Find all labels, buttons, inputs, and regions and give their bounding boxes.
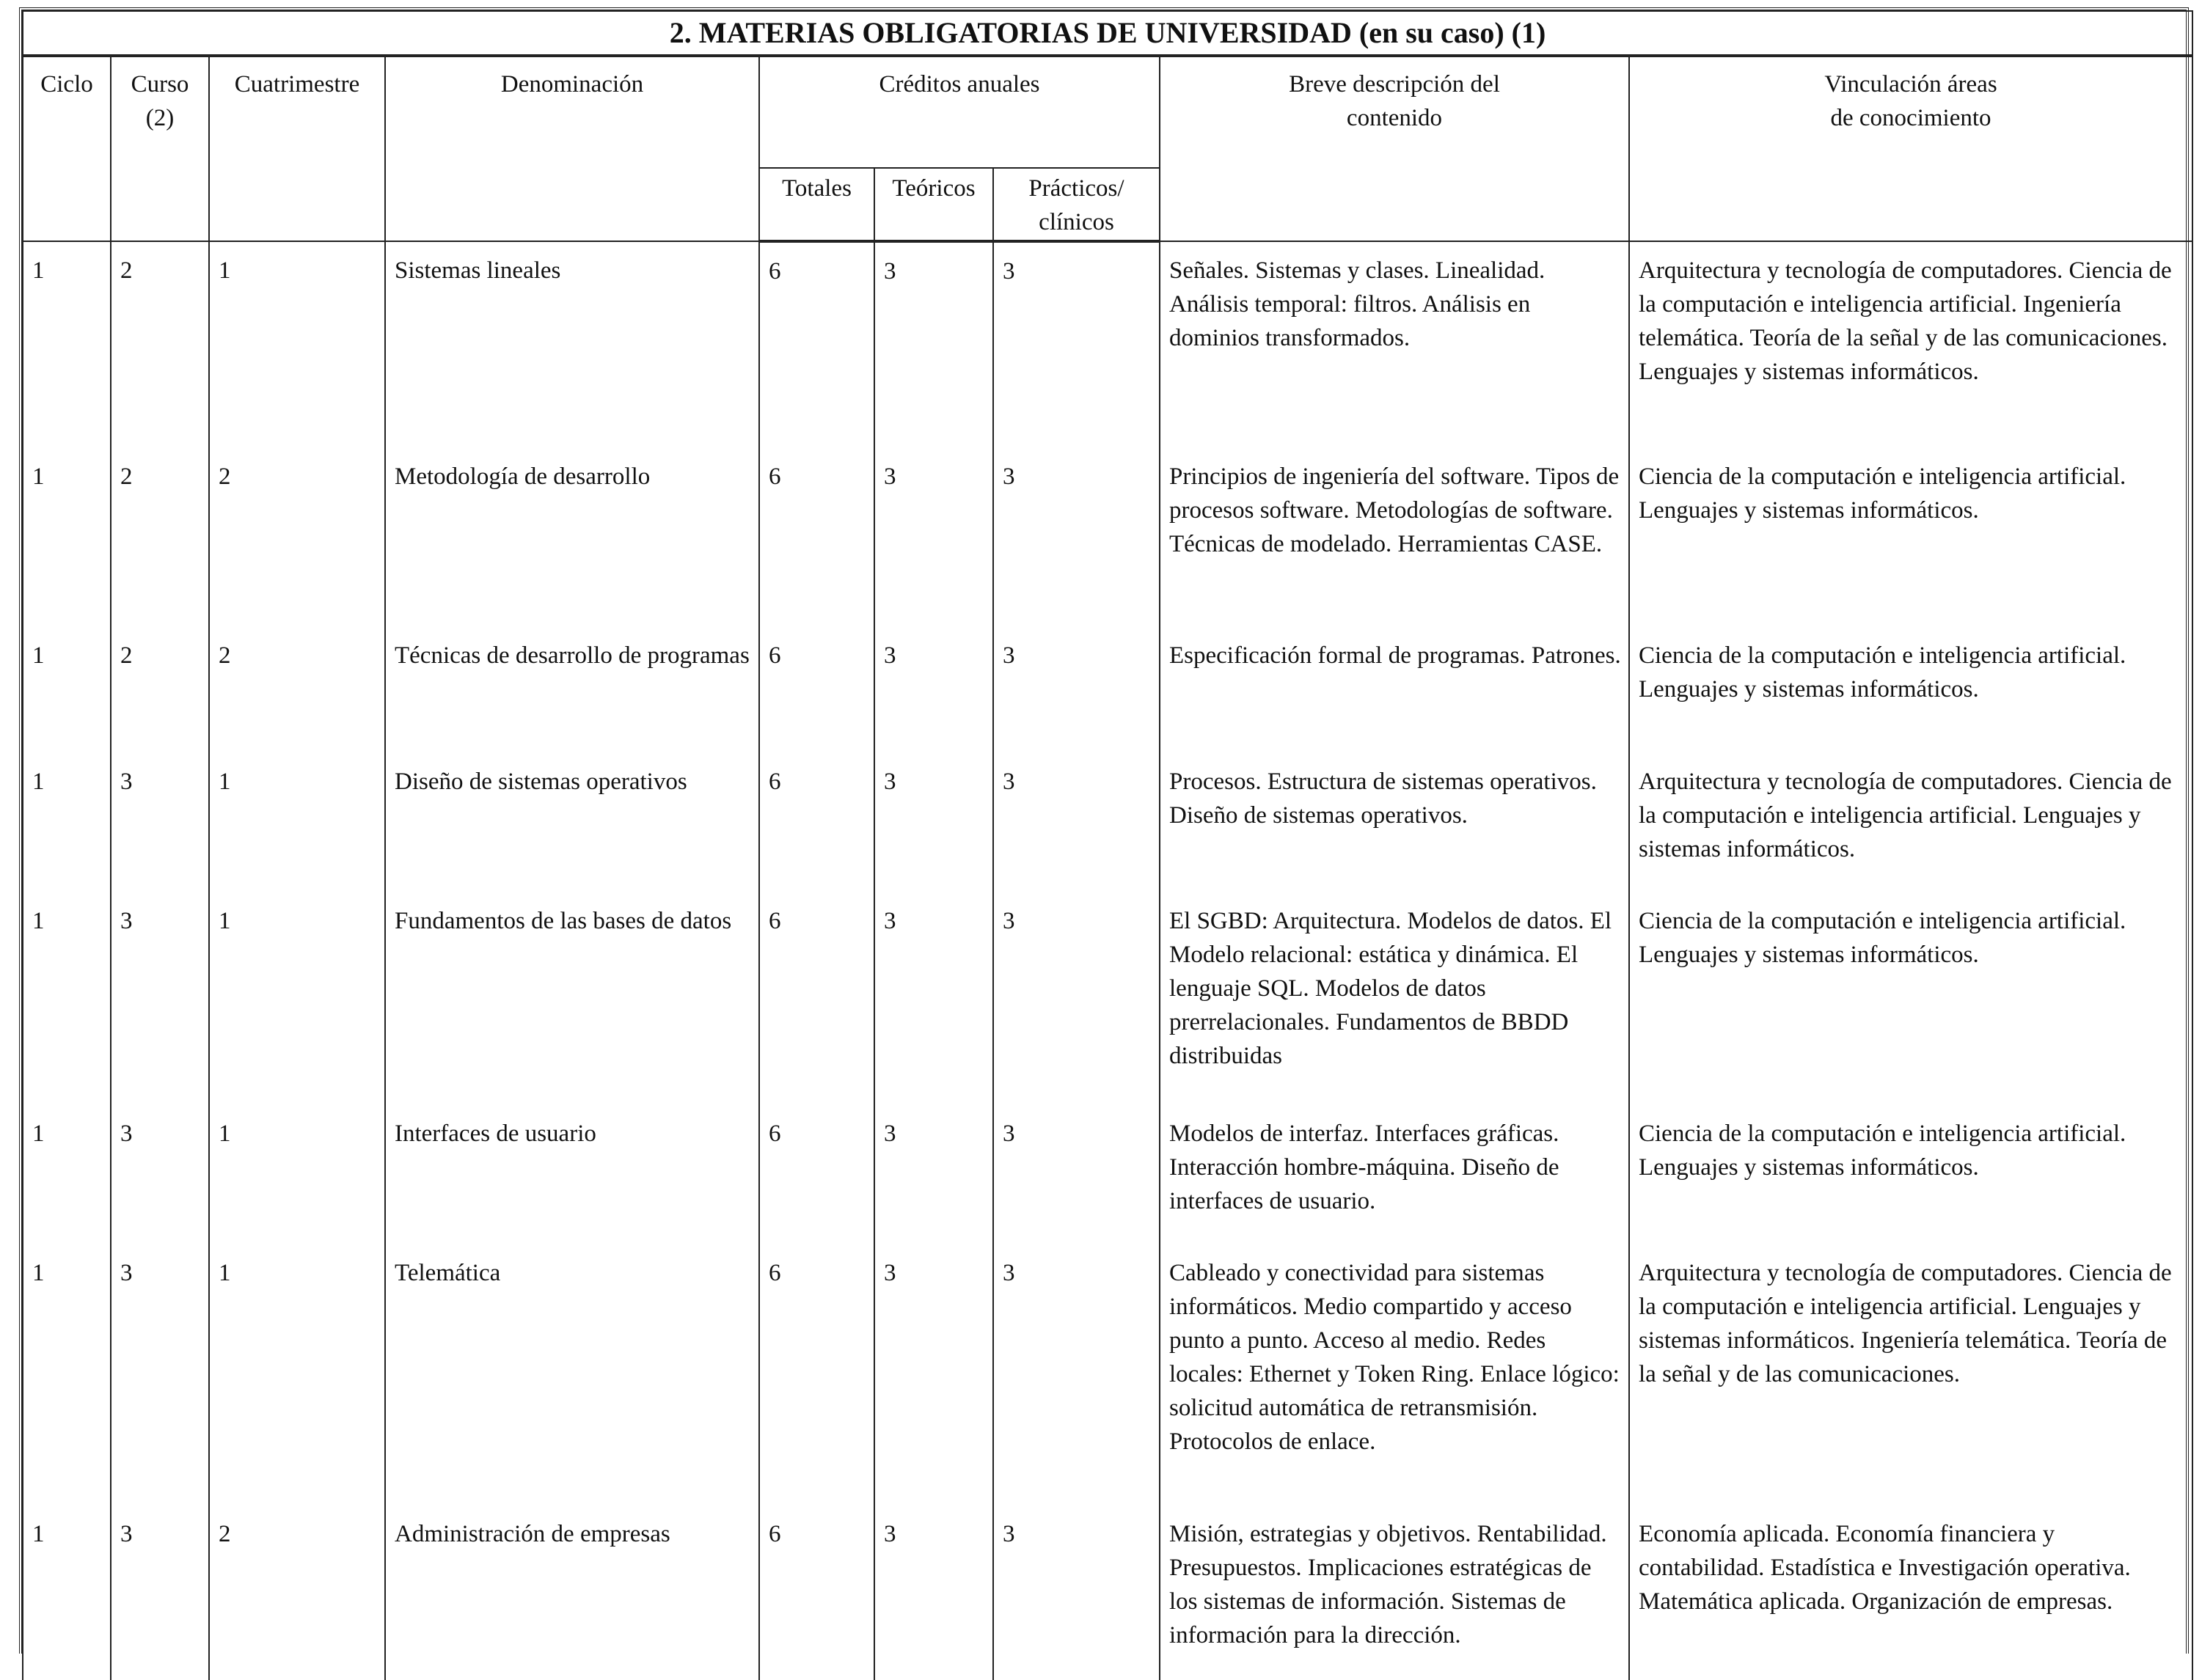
cell-vinculacion: Ciencia de la computación e inteligencia artificial. Lenguajes y sistemas informáticos. [1629,1111,2192,1250]
cell-cuatrimestre: 1 [209,1250,385,1511]
cell-denominacion: Interfaces de usuario [385,1111,759,1250]
cell-vinculacion: Arquitectura y tecnología de computadores. Ciencia de la computación e inteligencia artificial. Lenguajes y sistemas informáticos. Ingeniería telemática. Teoría de la señal y de las comunicaciones. [1629,1250,2192,1511]
cell-ciclo: 1 [23,241,111,454]
cell-denominacion: Administración de empresas [385,1511,759,1680]
cell-totales: 6 [759,898,874,1111]
cell-denominacion: Sistemas lineales [385,241,759,454]
cell-teoricos: 3 [874,241,993,454]
table-row [23,759,2192,898]
cell-denominacion: Telemática [385,1250,759,1511]
cell-teoricos: 3 [874,1511,993,1680]
cell-teoricos: 3 [874,898,993,1111]
cell-curso: 2 [111,633,209,759]
table-title: 2. MATERIAS OBLIGATORIAS DE UNIVERSIDAD (en su caso) (1) [23,11,2192,56]
cell-descripcion: Misión, estrategias y objetivos. Rentabilidad. Presupuestos. Implicaciones estratégicas de los sistemas de información. Sistemas de información para la dirección. [1160,1511,1629,1680]
cell-totales: 6 [759,1250,874,1511]
header-descripcion: Breve descripción del contenido [1160,56,1629,241]
cell-ciclo: 1 [23,633,111,759]
cell-curso: 3 [111,1511,209,1680]
cell-denominacion: Fundamentos de las bases de datos [385,898,759,1111]
cell-vinculacion: Ciencia de la computación e inteligencia artificial. Lenguajes y sistemas informáticos. [1629,633,2192,759]
cell-descripcion: El SGBD: Arquitectura. Modelos de datos. El Modelo relacional: estática y dinámica. El lenguaje SQL. Modelos de datos prerrelacionales. Fundamentos de BBDD distribuidas [1160,898,1629,1111]
cell-practicos: 3 [993,759,1160,898]
cell-curso: 3 [111,898,209,1111]
cell-totales: 6 [759,1111,874,1250]
cell-vinculacion: Arquitectura y tecnología de computadores. Ciencia de la computación e inteligencia artificial. Lenguajes y sistemas informáticos. [1629,759,2192,898]
cell-curso: 2 [111,454,209,633]
cell-totales: 6 [759,241,874,454]
cell-practicos: 3 [993,633,1160,759]
cell-descripcion: Procesos. Estructura de sistemas operativos. Diseño de sistemas operativos. [1160,759,1629,898]
cell-teoricos: 3 [874,1250,993,1511]
cell-totales: 6 [759,759,874,898]
cell-vinculacion: Economía aplicada. Economía financiera y contabilidad. Estadística e Investigación operativa. Matemática aplicada. Organización de empresas. [1629,1511,2192,1680]
table-row [23,1250,2192,1511]
materias-table [22,10,2193,1680]
cell-cuatrimestre: 2 [209,1511,385,1680]
header-vinculacion: Vinculación áreas de conocimiento [1629,56,2192,241]
cell-denominacion: Técnicas de desarrollo de programas [385,633,759,759]
cell-teoricos: 3 [874,1111,993,1250]
cell-practicos: 3 [993,241,1160,454]
cell-practicos: 3 [993,454,1160,633]
cell-curso: 3 [111,1250,209,1511]
cell-ciclo: 1 [23,898,111,1111]
cell-vinculacion: Ciencia de la computación e inteligencia artificial. Lenguajes y sistemas informáticos. [1629,454,2192,633]
cell-totales: 6 [759,454,874,633]
cell-practicos: 3 [993,1511,1160,1680]
header-denominacion: Denominación [385,56,759,241]
table-row [23,454,2192,633]
cell-denominacion: Metodología de desarrollo [385,454,759,633]
table-body [23,241,2192,1680]
cell-practicos: 3 [993,1111,1160,1250]
cell-practicos: 3 [993,1250,1160,1511]
cell-teoricos: 3 [874,759,993,898]
cell-descripcion: Principios de ingeniería del software. Tipos de procesos software. Metodologías de software. Técnicas de modelado. Herramientas CASE. [1160,454,1629,633]
cell-descripcion: Modelos de interfaz. Interfaces gráficas. Interacción hombre-máquina. Diseño de interfaces de usuario. [1160,1111,1629,1250]
table-row [23,1511,2192,1680]
cell-practicos: 3 [993,898,1160,1111]
cell-teoricos: 3 [874,454,993,633]
header-teoricos: Teóricos [874,168,993,241]
cell-denominacion: Diseño de sistemas operativos [385,759,759,898]
cell-ciclo: 1 [23,1111,111,1250]
header-curso: Curso (2) [111,56,209,241]
cell-curso: 2 [111,241,209,454]
cell-descripcion: Cableado y conectividad para sistemas informáticos. Medio compartido y acceso punto a punto. Acceso al medio. Redes locales: Ethernet y Token Ring. Enlace lógico: solicitud automática de retransmisión. Protocolos de enlace. [1160,1250,1629,1511]
header-ciclo: Ciclo [23,56,111,241]
cell-cuatrimestre: 1 [209,759,385,898]
cell-vinculacion: Ciencia de la computación e inteligencia artificial. Lenguajes y sistemas informáticos. [1629,898,2192,1111]
table-row [23,241,2192,454]
header-creditos-anuales: Créditos anuales [759,56,1160,168]
cell-cuatrimestre: 1 [209,898,385,1111]
cell-ciclo: 1 [23,759,111,898]
header-totales: Totales [759,168,874,241]
cell-totales: 6 [759,633,874,759]
header-practicos: Prácticos/ clínicos [993,168,1160,241]
cell-curso: 3 [111,1111,209,1250]
cell-ciclo: 1 [23,454,111,633]
cell-cuatrimestre: 2 [209,454,385,633]
cell-cuatrimestre: 2 [209,633,385,759]
table-row [23,898,2192,1111]
cell-cuatrimestre: 1 [209,1111,385,1250]
cell-descripcion: Especificación formal de programas. Patrones. [1160,633,1629,759]
table-row [23,633,2192,759]
cell-teoricos: 3 [874,633,993,759]
document-page [19,7,2189,1654]
cell-cuatrimestre: 1 [209,241,385,454]
cell-vinculacion: Arquitectura y tecnología de computadores. Ciencia de la computación e inteligencia artificial. Ingeniería telemática. Teoría de la señal y de las comunicaciones. Lenguajes y sistemas informáticos. [1629,241,2192,454]
cell-ciclo: 1 [23,1250,111,1511]
header-cuatrimestre: Cuatrimestre [209,56,385,241]
cell-totales: 6 [759,1511,874,1680]
table-row [23,1111,2192,1250]
cell-ciclo: 1 [23,1511,111,1680]
cell-curso: 3 [111,759,209,898]
cell-descripcion: Señales. Sistemas y clases. Linealidad. Análisis temporal: filtros. Análisis en dominios transformados. [1160,241,1629,454]
